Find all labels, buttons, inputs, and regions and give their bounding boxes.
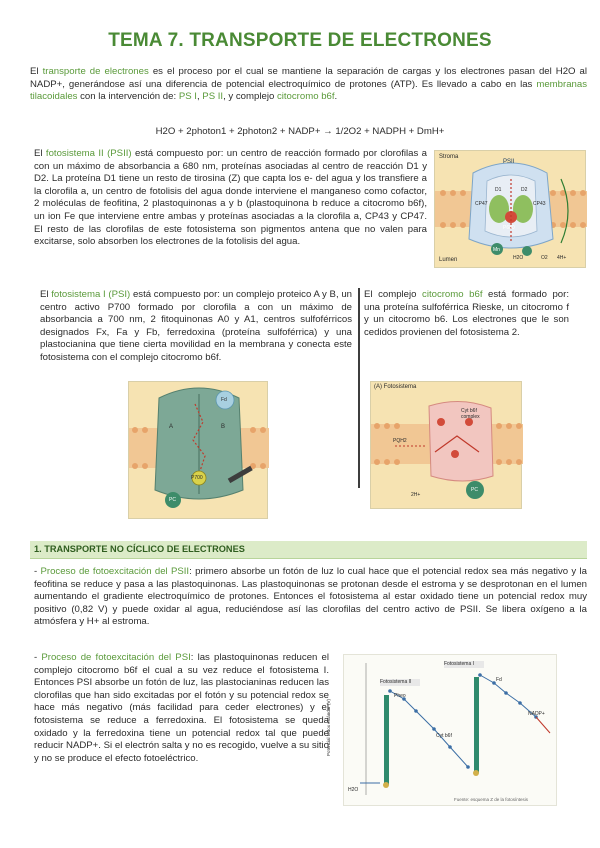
keyword-psi: PS I (178, 91, 197, 103)
z-label-ps1: Fotosistema I (444, 661, 475, 667)
intro-text: es el proceso por el cual se mantiene la separación de cargas y los electrones pasan del H2O al NADP+, generándose así una diferencia de potencial electroquímico de protones (ATP). Es llevado a cabo en las (30, 66, 588, 90)
z-label: Pheo (394, 693, 406, 699)
psii-paragraph (34, 148, 427, 249)
page-title: TEMA 7. TRANSPORTE DE ELECTRONES (108, 30, 492, 51)
cyt-text: El complejo (364, 289, 423, 300)
fig-label: 2H+ (411, 492, 421, 498)
fig-label: 4H+ (557, 255, 567, 261)
intro-text: con la intervención de: (77, 91, 179, 103)
fig-label: PQH2 (393, 438, 407, 444)
z-label-ps2: Fotosistema II (380, 679, 412, 685)
column-divider (358, 288, 360, 488)
keyword-transporte: transporte de electrones (42, 66, 149, 77)
cyt-figure-title: (A) Fotosistema (374, 384, 417, 390)
fig-label: PC (169, 497, 176, 503)
keyword-psii: PS II (202, 91, 224, 103)
z-label: H2O (348, 787, 359, 793)
fig-label: O2 (541, 255, 548, 261)
fig-label: P700 (191, 475, 203, 481)
fig-label: CP47 (475, 201, 488, 207)
keyword-fotosistema-i: fotosistema I (PSI) (51, 289, 131, 300)
keyword-fotosistema-ii: fotosistema II (PSII) (45, 148, 132, 159)
z-label: NADP+ (528, 711, 545, 717)
z-caption: Fuente: esquema Z de la fotosíntesis (454, 797, 529, 802)
keyword-citocromo: citocromo b6f (276, 91, 335, 103)
proceso-text: : primero absorbe un fotón de luz lo cual hace que el potencial redox sea más negativo y la feofitina se reduce y pasa a las plastoquinonas. Las plastoquinonas se protonan desde el estroma y se desprotonan en el lumen aumentando el gradiente electroquímico de protones. Entonces el fotosistema al estar oxidado tiene un potencial redox muy positivo (0,82 V) y puede oxidar al agua, reduciéndose así las clorofilas del centro activo de PSII. Se libera oxígeno a la atmósfera y H+ al estroma. (34, 566, 587, 628)
fig-label: PSII (503, 159, 515, 165)
psi-paragraph (40, 289, 352, 365)
cyt-paragraph (364, 289, 569, 339)
z-scheme-figure (326, 654, 557, 806)
fig-label: H2O (513, 255, 524, 261)
fig-label: A (169, 424, 174, 430)
equation: H2O + 2photon1 + 2photon2 + NADP+ → 1/2O2 + NADPH + DmH+ (155, 126, 445, 137)
fig-label: B (221, 424, 226, 430)
intro-text: , y complejo (223, 91, 277, 103)
intro-text: , (196, 91, 203, 103)
section-heading (30, 541, 587, 559)
fig-label: CP43 (533, 201, 546, 207)
keyword-membranas: membranas tilacoidales (30, 78, 587, 103)
psi-text: está compuesto por: un complejo proteico A y B, un centro activo P700 formado por clorofila a con un máximo de absorbancia a 700 nm, 2 fitoquinonas A0 y A1, centros sulfoférricos designados Fx, Fa y Fb, ferredoxina (proteína sulfoférrica) y una plastocianina que tiene cierta movilidad en la membrana y conecta este fotosistema con el complejo citocromo b6f. (40, 289, 352, 363)
psi-figure (128, 381, 268, 519)
z-label: Cyt b6f (436, 733, 452, 739)
fig-label: P680 (503, 225, 515, 231)
keyword-citocromo-b6f: citocromo b6f (422, 289, 483, 300)
intro-text: El (30, 66, 43, 77)
fig-label: Fd (221, 397, 227, 403)
keyword-proceso-psi: Proceso de fotoexcitación del PSI (41, 652, 191, 663)
fig-label: Mn (493, 247, 500, 253)
psi-text: El (40, 289, 52, 300)
proceso-psii-paragraph (34, 566, 587, 629)
psii-text: El (34, 148, 46, 159)
intro-paragraph (30, 66, 587, 104)
proceso-text: - (34, 652, 42, 663)
fig-label: D1 (495, 187, 502, 193)
psii-lumen-label: Lumen (439, 257, 458, 263)
psii-figure (434, 150, 586, 268)
psii-stroma-label: Stroma (439, 154, 459, 160)
fig-label: Cyt b6f complex (461, 408, 480, 420)
z-ylabel: Potencial redox estándar (V) (326, 698, 332, 757)
fig-label: D2 (521, 187, 528, 193)
cyt-figure (370, 381, 522, 509)
cyt-text: está formado por: una proteína sulfoférrica Rieske, un citocromo f y un citocromo b6. Los electrones que le son cedidos provienen del fotosistema 2. (364, 289, 569, 338)
proceso-text: : las plastoquinonas reducen el complejo citocromo b6f el cual a su vez reduce el fotosistema I. Entonces PSI absorbe un fotón de luz, las plastocianinas reducen las clorofilas que han sido excitadas por el fotón y su potencial redox se hace más negativo (más facilidad para ceder electrones) y el fotosistema se reduce a ferredoxina. El fotosistema se queda oxidado y la ferredoxina tiene un potencial redox tal que puede reducir NADP+. Si el electrón salta y no es recogido, vuelve a su sitio y no se produce el efecto fotoeléctrico. (34, 652, 329, 764)
section-heading-text: 1. TRANSPORTE NO CÍCLICO DE ELECTRONES (34, 544, 245, 554)
proceso-text: - (34, 566, 41, 577)
fig-label: PC (471, 487, 478, 493)
keyword-proceso-psii: Proceso de fotoexcitación del PSII (40, 566, 190, 577)
proceso-psi-paragraph (34, 652, 332, 765)
psii-text: está compuesto por: un centro de reacción formado por clorofilas a con un máximo de absorbancia a 680 nm, proteínas asociadas al centro de reacción D1 y D2. La proteína D1 tiene un resto de tirosina (Z) que capta los e- del agua y los transfiere a la clorofila a, un centro de fotolisis del agua donde interviene el manganeso como cofactor, 2 moléculas de feofitina, 2 plastoquinonas a y b (plastoquinona b reduce a citocromo b6f), un ion Fe que interviene entre ambas y proteínas asociadas a la clorofila a, CP43 y CP47. El resto de las clorofilas de este fotosistema son pigmentos antena que no valen para excitarse, solo absorben los electrones de la fotolisis del agua. (34, 148, 427, 248)
z-label: Fd (496, 677, 502, 683)
intro-text: . (334, 91, 338, 103)
